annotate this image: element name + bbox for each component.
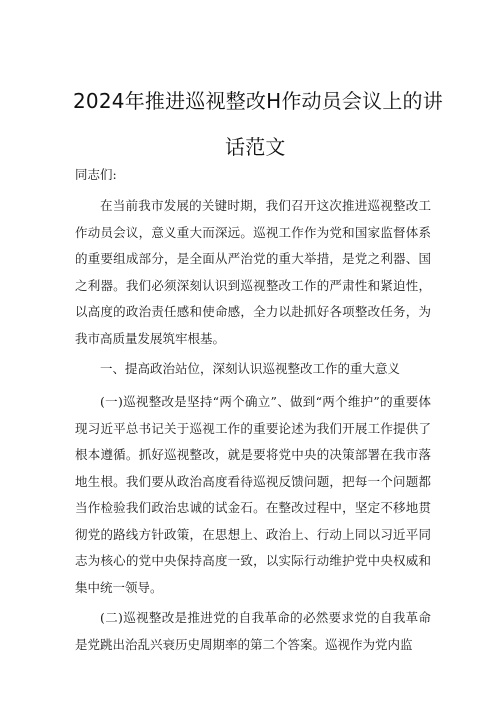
section-heading-1: 一、提高政治站位，深刻认识巡视整改工作的重大意义 [100, 361, 401, 376]
document-title-line-1: 2024年推进巡视整改H作动员会议上的讲 [73, 89, 443, 113]
body-paragraph-subsection-2: (二)巡视整改是推进党的自我革命的必然要求党的自我革命是党跳出治乱兴衰历史周期率的第二个答案。巡视作为党内监 [75, 610, 431, 652]
body-paragraph-subsection-1: (一)巡视整改是坚持“两个确立”、做到“两个维护”的重要体现习近平总书记关于巡视工作的重要论述为我们开展工作提供了根本遵循。抓好巡视整改，就是要将党中央的决策部署在我市落地生根。我们要从政治高度看待巡视反馈问题，把每一个问题都当作检验我们政治忠诚的试金石。在整改过程中，坚定不移地贯彻党的路线方针政策，在思想上、政治上、行动上同以习近平同志为核心的党中央保持高度一致，以实际行动维护党中央权威和集中统一领导。 [75, 394, 431, 595]
salutation: 同志们: [75, 167, 117, 182]
document-title-line-2: 话范文 [225, 135, 286, 159]
body-paragraph-intro: 在当前我市发展的关键时期，我们召开这次推进巡视整改工作动员会议，意义重大而深远。巡视工作作为党和国家监督体系的重要组成部分，是全面从严治党的重大举措，是党之利器、国之利器。我们必须深刻认识到巡视整改工作的严肃性和紧迫性，以高度的政治责任感和使命感，全力以赴抓好各项整改任务，为我市高质量发展筑牢根基。 [75, 198, 431, 346]
